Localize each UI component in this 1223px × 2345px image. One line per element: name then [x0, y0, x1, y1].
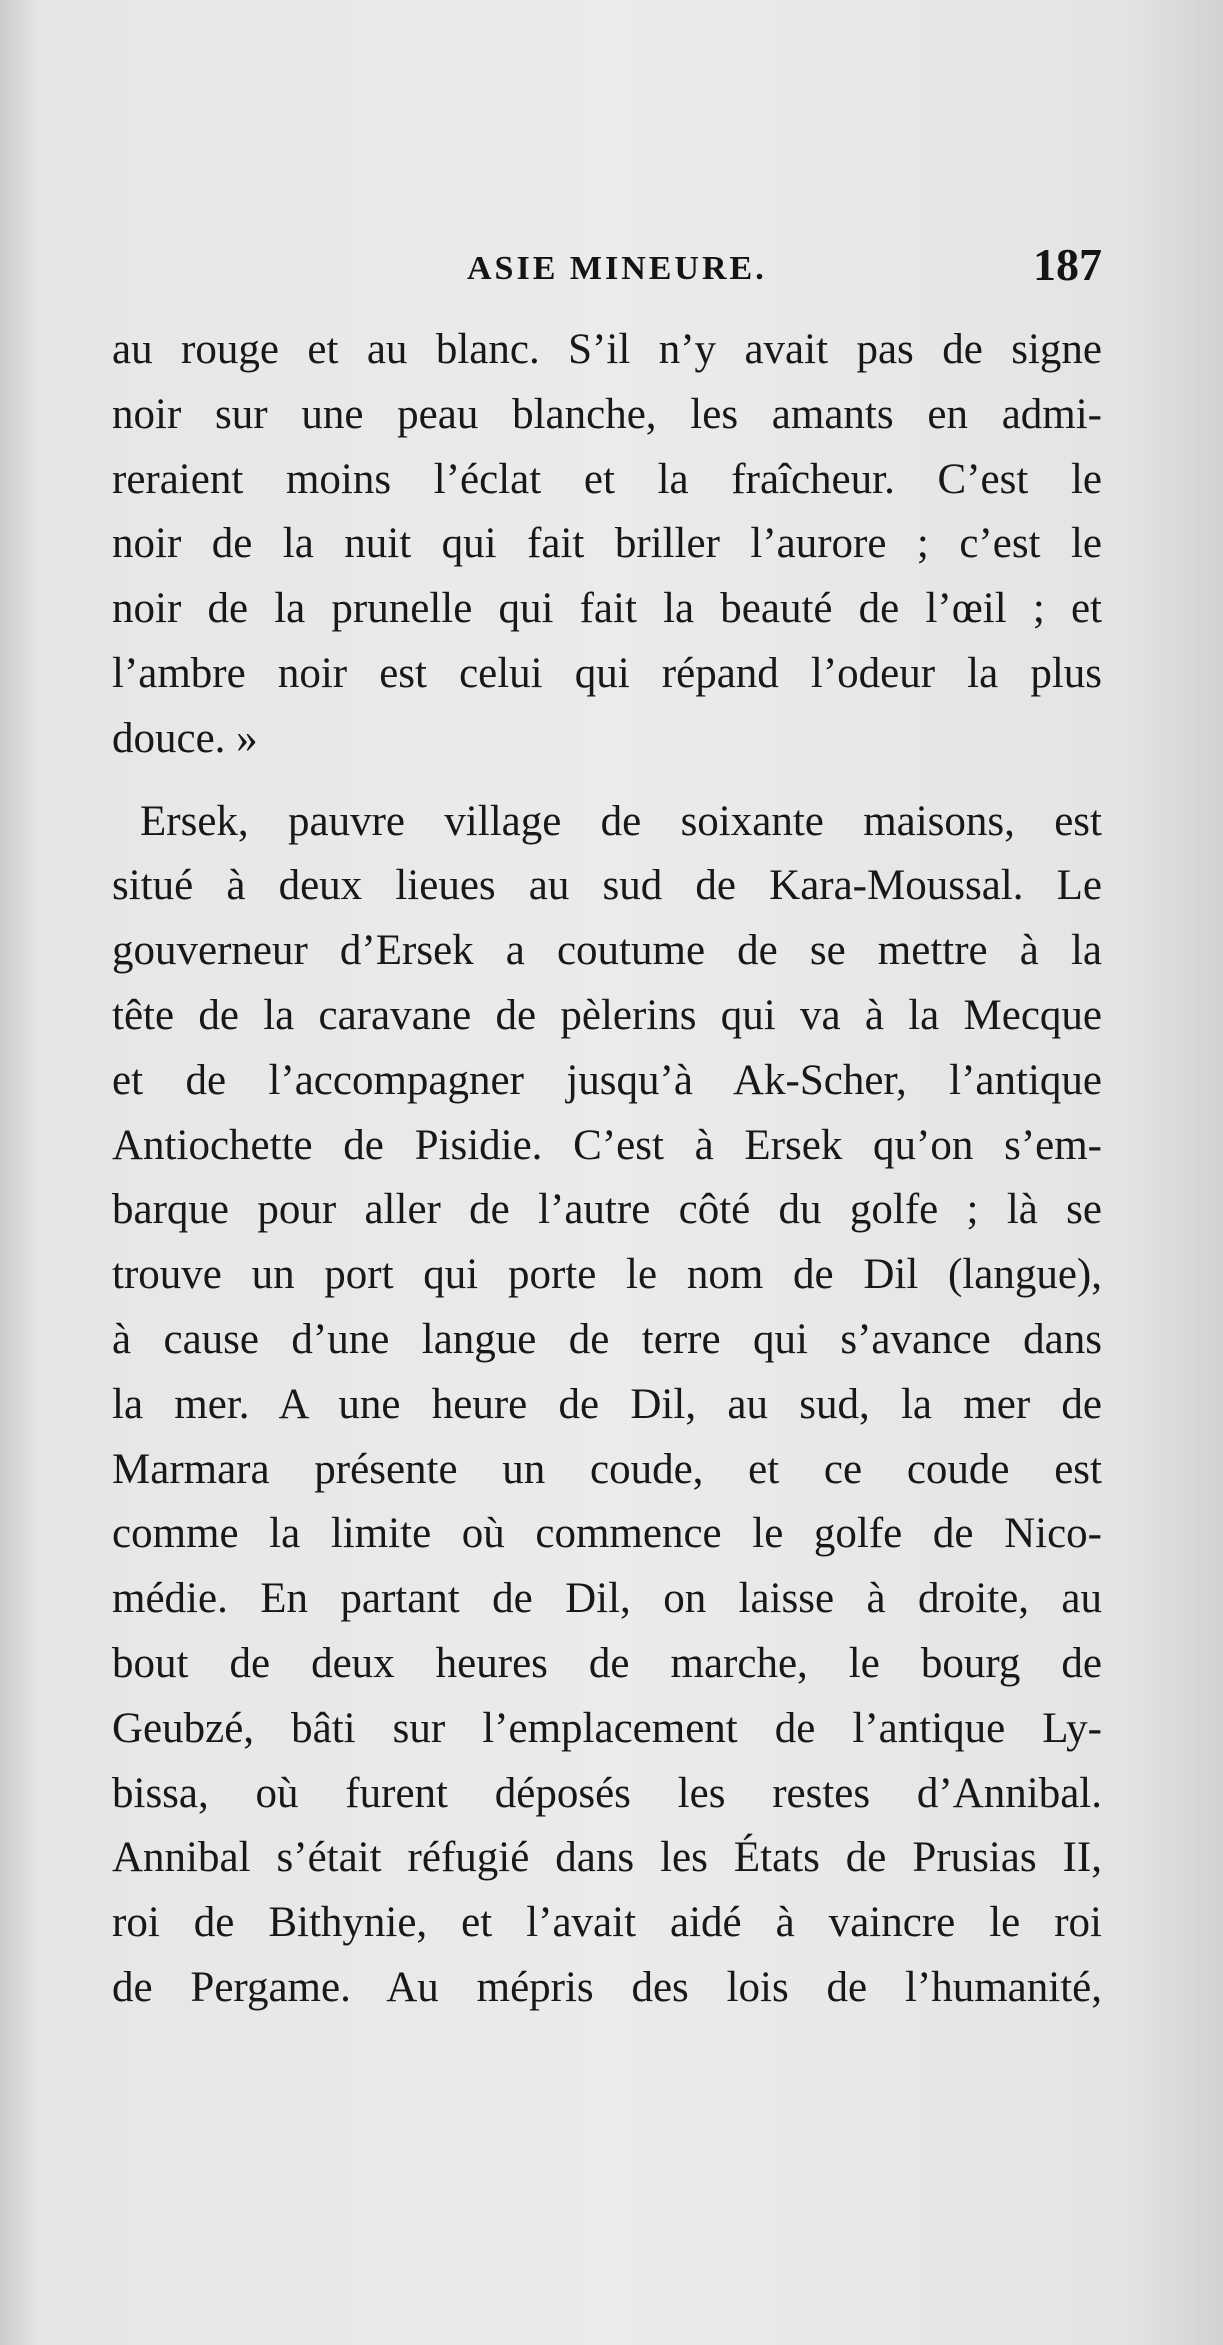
text-line: au rouge et au blanc. S’il n’y avait pas de signe — [112, 326, 1102, 373]
text-line: Antiochette de Pisidie. C’est à Ersek qu’on s’em- — [112, 1121, 1102, 1169]
text-line: noir de la prunelle qui fait la beauté de l’œil ; et — [112, 585, 1102, 633]
text-line: médie. En partant de Dil, on laisse à droite, au — [112, 1575, 1102, 1623]
text-line: à cause d’une langue de terre qui s’avance dans — [112, 1315, 1102, 1363]
text-line: Marmara présente un coude, et ce coude est — [112, 1445, 1102, 1493]
body-text — [112, 318, 1102, 2021]
text-line: roi de Bithynie, et l’avait aidé à vaincre le roi — [112, 1899, 1102, 1947]
text-line: la mer. A une heure de Dil, au sud, la mer de — [112, 1380, 1102, 1428]
text-line: comme la limite où commence le golfe de Nico- — [112, 1510, 1102, 1558]
text-line: barque pour aller de l’autre côté du golfe ; là se — [112, 1186, 1102, 1234]
text-line: Annibal s’était réfugié dans les États de Prusias II, — [112, 1834, 1102, 1882]
text-line: bout de deux heures de marche, le bourg de — [112, 1639, 1102, 1687]
text-line: situé à deux lieues au sud de Kara-Moussal. Le — [112, 862, 1102, 910]
text-line: l’ambre noir est celui qui répand l’odeur la plus — [112, 649, 1102, 697]
text-line: Ersek, pauvre village de soixante maisons, est — [140, 797, 1102, 845]
paragraph-gap — [112, 772, 1102, 790]
text-line: noir sur une peau blanche, les amants en admi- — [112, 390, 1102, 438]
text-line: reraient moins l’éclat et la fraîcheur. C’est le — [112, 455, 1102, 503]
text-line: gouverneur d’Ersek a coutume de se mettre à la — [112, 927, 1102, 975]
text-line: noir de la nuit qui fait briller l’aurore ; c’est le — [112, 520, 1102, 568]
text-line: douce. » — [112, 714, 258, 762]
text-line: et de l’accompagner jusqu’à Ak-Scher, l’antique — [112, 1056, 1102, 1104]
text-line: trouve un port qui porte le nom de Dil (langue), — [112, 1251, 1102, 1299]
page-number: 187 — [1033, 239, 1102, 290]
text-line: tête de la caravane de pèlerins qui va à la Mecque — [112, 991, 1102, 1039]
text-line: Geubzé, bâti sur l’emplacement de l’antique Ly- — [112, 1704, 1102, 1752]
text-line: bissa, où furent déposés les restes d’Annibal. — [112, 1769, 1102, 1817]
page-header — [112, 238, 1102, 298]
text-line: de Pergame. Au mépris des lois de l’humanité, — [112, 1963, 1102, 2011]
running-head: ASIE MINEURE. — [467, 250, 767, 287]
